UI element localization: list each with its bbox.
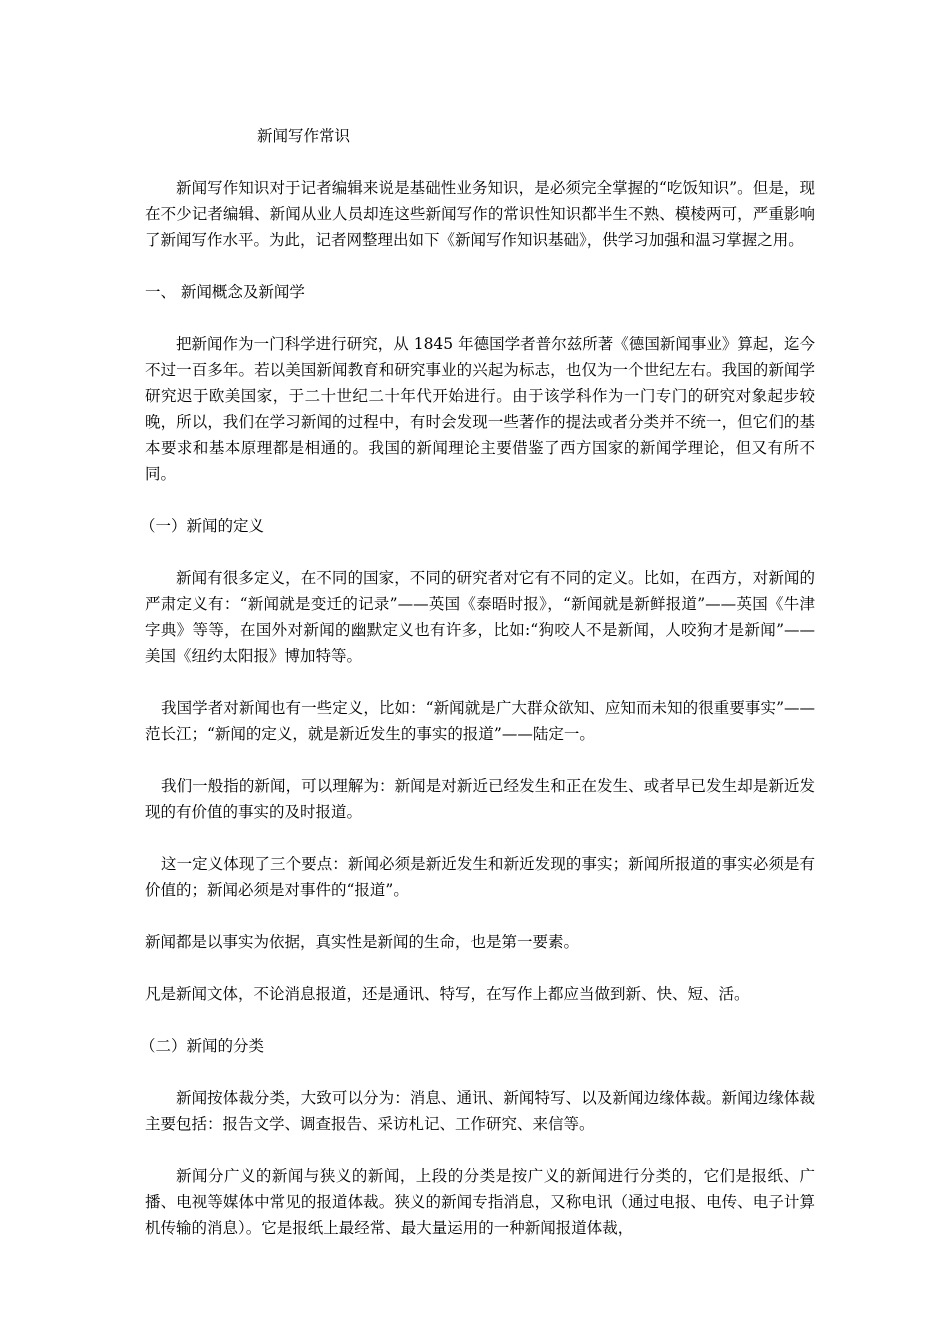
subsection-heading-definition: （一）新闻的定义 — [140, 517, 265, 535]
definition-paragraph-key-points: 这一定义体现了三个要点：新闻必须是新近发生和新近发现的事实；新闻所报道的事实必须是有价值的；新闻必须是对事件的“报道”。 — [145, 855, 815, 899]
section-paragraph-history: 把新闻作为一门科学进行研究，从 1845 年德国学者普尔兹所著《德国新闻事业》算起，迄今不过一百多年。若以美国新闻教育和研究事业的兴起为标志，也仅为一个世纪左右。我国的新闻学研究迟于欧美国家，于二十世纪二十年代开始进行。由于该学科作为一门专门的研究对象起步较晚，所以，我们在学习新闻的过程中，有时会发现一些著作的提法或者分类并不统一，但它们的基本要求和基本原理都是相通的。我国的新闻理论主要借鉴了西方国家的新闻学理论，但又有所不同。 — [145, 335, 815, 483]
definition-paragraph-general: 我们一般指的新闻，可以理解为：新闻是对新近已经发生和正在发生、或者早已发生却是新近发现的有价值的事实的及时报道。 — [145, 777, 815, 821]
classification-paragraph-genres: 新闻按体裁分类，大致可以分为：消息、通讯、新闻特写、以及新闻边缘体裁。新闻边缘体裁主要包括：报告文学、调查报告、采访札记、工作研究、来信等。 — [145, 1089, 815, 1133]
definition-paragraph-truth: 新闻都是以事实为依据，真实性是新闻的生命，也是第一要素。 — [145, 933, 580, 951]
definition-paragraph-style: 凡是新闻文体，不论消息报道，还是通讯、特写，在写作上都应当做到新、快、短、活。 — [145, 985, 750, 1003]
definition-paragraph-west: 新闻有很多定义，在不同的国家，不同的研究者对它有不同的定义。比如，在西方，对新闻的严肃定义有：“新闻就是变迁的记录”——英国《泰晤时报》，“新闻就是新鲜报道”——英国《牛津字典》等等，在国外对新闻的幽默定义也有许多，比如:“狗咬人不是新闻，人咬狗才是新闻”——美国《纽约太阳报》博加特等。 — [145, 569, 815, 665]
classification-paragraph-broad-narrow: 新闻分广义的新闻与狭义的新闻，上段的分类是按广义的新闻进行分类的，它们是报纸、广播、电视等媒体中常见的报道体裁。狭义的新闻专指消息，又称电讯（通过电报、电传、电子计算机传输的消息）。它是报纸上最经常、最大量运用的一种新闻报道体裁， — [145, 1167, 815, 1237]
intro-paragraph: 新闻写作知识对于记者编辑来说是基础性业务知识，是必须完全掌握的“吃饭知识”。但是，现在不少记者编辑、新闻从业人员却连这些新闻写作的常识性知识都半生不熟、模棱两可，严重影响了新闻写作水平。为此，记者网整理出如下《新闻写作知识基础》，供学习加强和温习掌握之用。 — [145, 179, 815, 249]
subsection-heading-classification: （二）新闻的分类 — [140, 1037, 265, 1055]
definition-paragraph-china: 我国学者对新闻也有一些定义，比如：“新闻就是广大群众欲知、应知而未知的很重要事实”——范长江；“新闻的定义，就是新近发生的事实的报道”——陆定一。 — [145, 699, 815, 743]
document-body — [140, 123, 815, 1267]
section-heading-concept: 一、 新闻概念及新闻学 — [145, 283, 305, 301]
document-title: 新闻写作常识 — [257, 127, 351, 145]
